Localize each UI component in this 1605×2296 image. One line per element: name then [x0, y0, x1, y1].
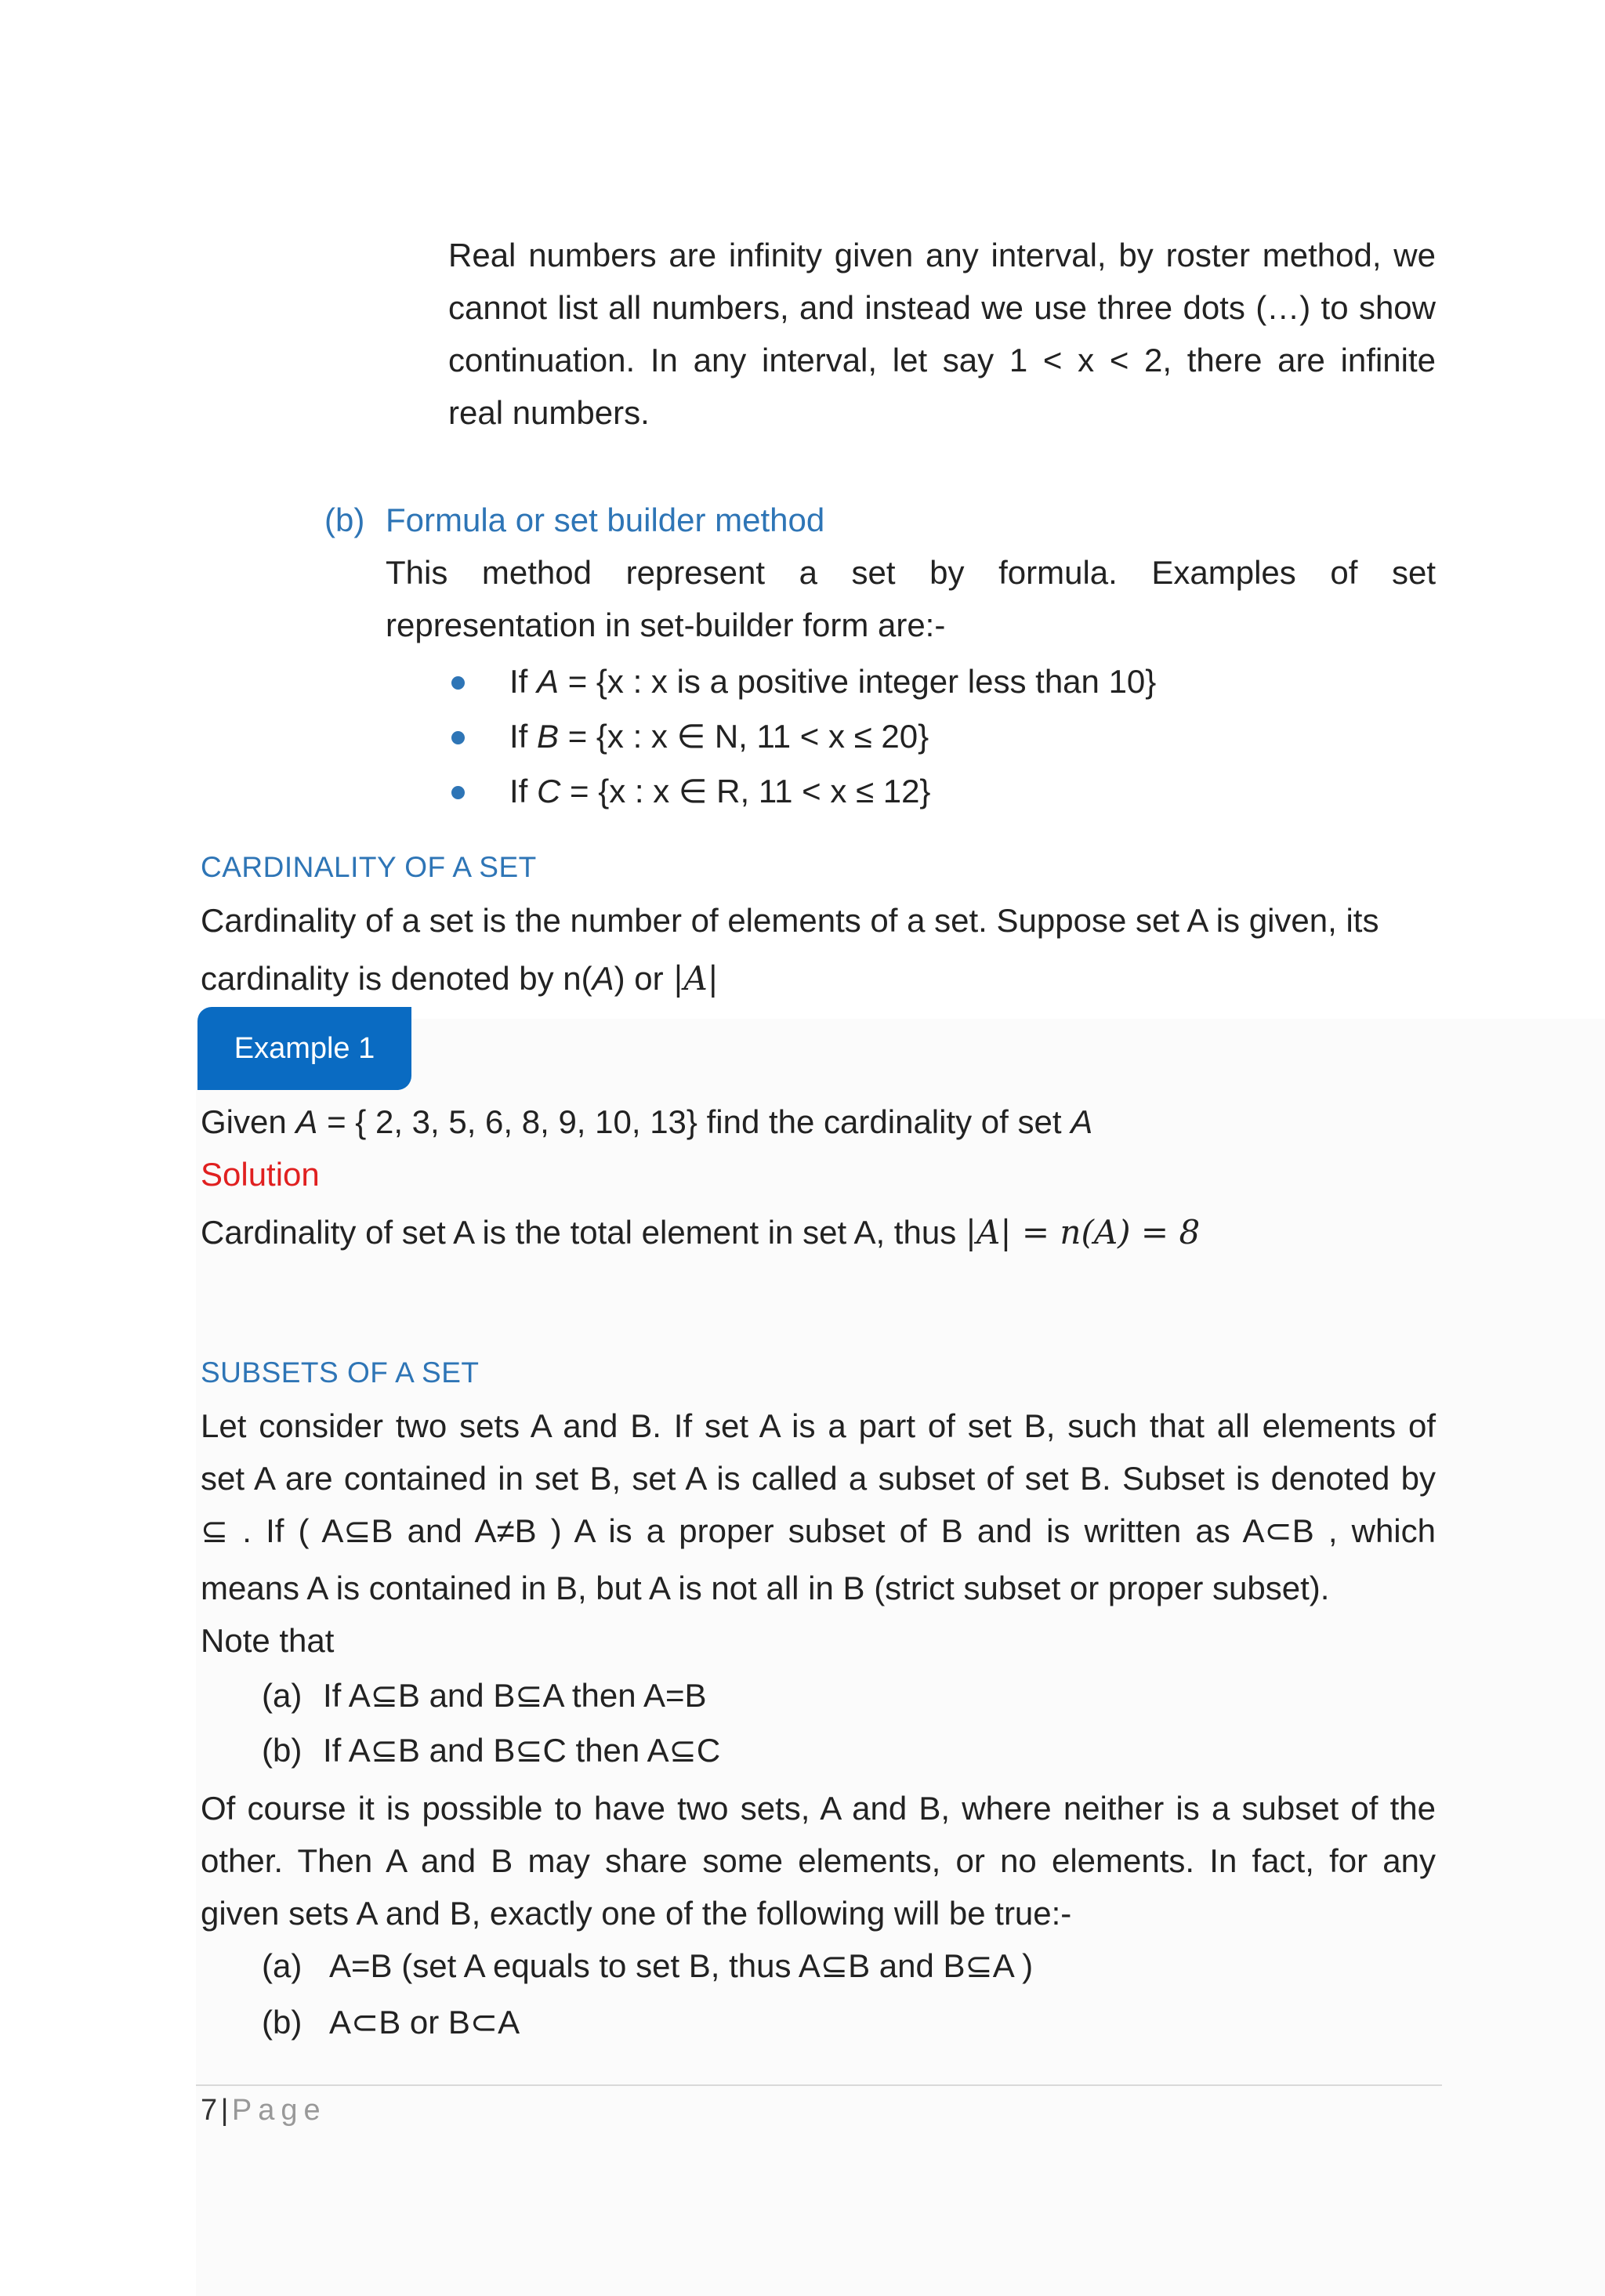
section-title: Formula or set builder method	[386, 502, 825, 538]
example-given: Given A = { 2, 3, 5, 6, 8, 9, 10, 13} find the cardinality of set A	[201, 1103, 1093, 1140]
subsets-line-2: set A are contained in set B, set A is called a subset of set B. Subset is denoted by	[201, 1460, 1436, 1497]
formula-line-2: representation in set-builder form are:-	[386, 607, 946, 643]
solution-formula: |A| = n(A) = 8	[965, 1213, 1201, 1251]
bullet-item: If C = {x : x ∈ R, 11 < x ≤ 12}	[509, 773, 931, 809]
cardinality-notation: |A|	[672, 959, 719, 998]
bullet-dot	[451, 731, 465, 744]
bullet-item: If B = {x : x ∈ N, 11 < x ≤ 20}	[509, 718, 929, 755]
bullet-item: If A = {x : x is a positive integer less than 10}	[509, 663, 1157, 700]
example-badge: Example 1	[197, 1007, 411, 1090]
true-item-marker: (b)	[262, 2004, 303, 2041]
footer-divider	[196, 2084, 1442, 2086]
true-item-text: A⊂B or B⊂A	[329, 2004, 520, 2041]
subsets-line-1: Let consider two sets A and B. If set A is a part of set B, such that all elements of	[201, 1407, 1436, 1444]
intro-line-4: real numbers.	[448, 394, 650, 431]
subsets-p2-line-1: Of course it is possible to have two sets, A and B, where neither is a subset of the	[201, 1790, 1436, 1827]
subsets-heading: SUBSETS OF A SET	[201, 1356, 480, 1389]
note-item-marker: (a)	[262, 1677, 303, 1714]
formula-line-1: This method represent a set by formula. Examples of set	[386, 554, 1436, 591]
cardinality-heading: CARDINALITY OF A SET	[201, 851, 537, 883]
note-item-text: If A⊆B and B⊆A then A=B	[323, 1677, 707, 1714]
subsets-line-3: ⊆ . If ( A⊆B and A≠B ) A is a proper subset of B and is written as A⊂B , which	[201, 1512, 1436, 1549]
solution-label: Solution	[201, 1156, 320, 1193]
intro-line-2: cannot list all numbers, and instead we use three dots (…) to show	[448, 289, 1436, 326]
solution-text: Cardinality of set A is the total element in set A, thus |A| = n(A) = 8	[201, 1213, 1201, 1251]
footer-separator: |	[220, 2094, 229, 2127]
subsets-line-4: means A is contained in B, but A is not all in B (strict subset or proper subset).	[201, 1570, 1330, 1606]
note-item-text: If A⊆B and B⊆C then A⊆C	[323, 1732, 721, 1769]
note-item-marker: (b)	[262, 1732, 303, 1769]
cardinality-line-1: Cardinality of a set is the number of elements of a set. Suppose set A is given, its	[201, 902, 1379, 939]
section-marker: (b)	[324, 502, 365, 538]
cardinality-line-2: cardinality is denoted by n(A) or |A|	[201, 959, 719, 998]
true-item-marker: (a)	[262, 1947, 303, 1984]
intro-line-1: Real numbers are infinity given any interval, by roster method, we	[448, 237, 1436, 273]
intro-line-3: continuation. In any interval, let say 1 < x < 2, there are infinite	[448, 342, 1436, 378]
note-label: Note that	[201, 1622, 335, 1659]
page-footer	[201, 2091, 327, 2136]
page-label: Page	[231, 2094, 327, 2127]
true-item-text: A=B (set A equals to set B, thus A⊆B and B⊆A )	[329, 1947, 1034, 1984]
page-number: 7	[201, 2094, 218, 2127]
bullet-dot	[451, 786, 465, 799]
subsets-p2-line-2: other. Then A and B may share some elements, or no elements. In fact, for any	[201, 1842, 1436, 1879]
bullet-dot	[451, 676, 465, 690]
subsets-p2-line-3: given sets A and B, exactly one of the following will be true:-	[201, 1895, 1072, 1932]
